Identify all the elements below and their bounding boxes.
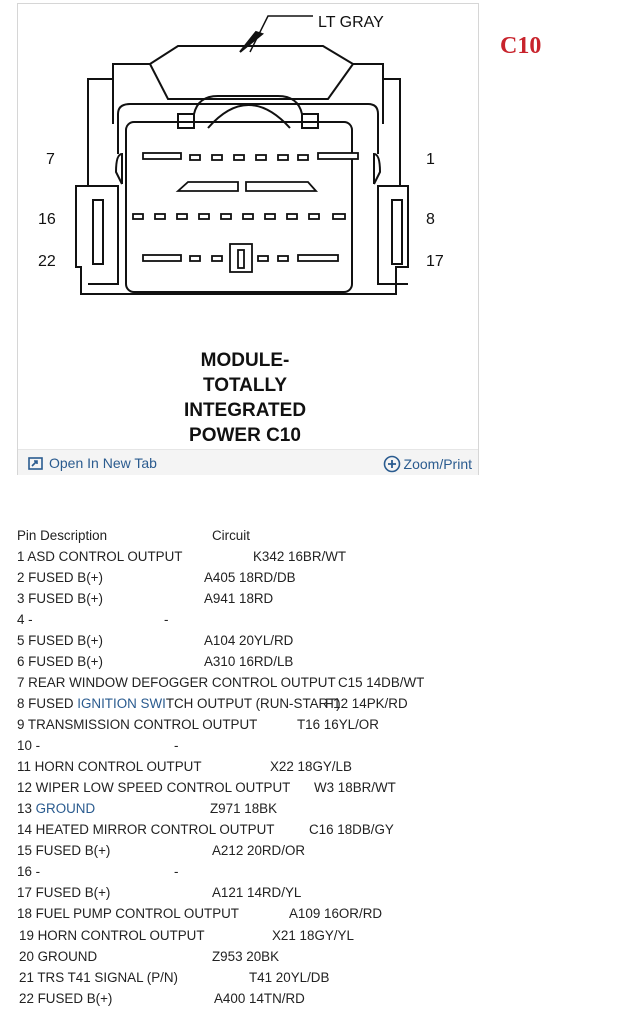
header-circuit: Circuit xyxy=(212,528,250,543)
pin-description-link[interactable]: IGNITION SWI xyxy=(77,696,166,711)
pin-circuit: K342 16BR/WT xyxy=(253,549,347,564)
pin-circuit: A104 20YL/RD xyxy=(204,633,294,648)
module-title-line-4: POWER C10 xyxy=(189,425,301,446)
pin-description-text: 11 HORN CONTROL OUTPUT xyxy=(17,759,202,774)
module-title-line-1: MODULE- xyxy=(200,350,290,371)
pin-label-16: 16 xyxy=(38,211,56,228)
pin-circuit: Z971 18BK xyxy=(210,801,277,816)
pin-description-text: 2 FUSED B(+) xyxy=(17,570,103,585)
pin-description-text: 14 HEATED MIRROR CONTROL OUTPUT xyxy=(17,822,275,837)
pin-description xyxy=(17,695,341,712)
pin-description xyxy=(17,548,182,565)
pin-circuit: A121 14RD/YL xyxy=(212,885,302,900)
pin-description xyxy=(17,632,103,649)
pin-description-text: 6 FUSED B(+) xyxy=(17,654,103,669)
pin-circuit: - xyxy=(164,612,169,627)
pin-circuit: F12 14PK/RD xyxy=(325,696,408,711)
pin-description xyxy=(17,884,110,901)
pin-description-text: 8 FUSED xyxy=(17,696,78,711)
pin-description xyxy=(17,821,274,838)
pin-description-text: 20 GROUND xyxy=(19,949,98,964)
connector-diagram xyxy=(18,4,478,452)
pin-circuit: W3 18BR/WT xyxy=(314,780,396,795)
pin-description xyxy=(17,674,336,691)
zoom-print-label: Zoom/Print xyxy=(403,456,472,472)
connector-color-label: LT GRAY xyxy=(318,14,384,31)
pin-description-link[interactable]: GROUND xyxy=(35,801,96,816)
pin-description-text: 9 TRANSMISSION CONTROL OUTPUT xyxy=(17,717,258,732)
module-title-line-2: TOTALLY xyxy=(202,375,288,396)
pin-description-text: 21 TRS T41 SIGNAL (P/N) xyxy=(19,970,179,985)
pin-circuit: - xyxy=(174,864,179,879)
pin-circuit: A405 18RD/DB xyxy=(204,570,296,585)
connector-figure xyxy=(17,3,479,475)
pin-circuit: A212 20RD/OR xyxy=(212,843,306,858)
pin-circuit: C15 14DB/WT xyxy=(338,675,425,690)
pin-description xyxy=(19,927,205,944)
pin-description xyxy=(17,590,103,607)
module-title xyxy=(184,350,306,446)
pin-circuit: Z953 20BK xyxy=(212,949,279,964)
pin-description xyxy=(19,969,178,986)
pin-circuit: X21 18GY/YL xyxy=(272,928,354,943)
pin-circuit: X22 18GY/LB xyxy=(270,759,352,774)
connector-badge: C10 xyxy=(500,33,542,59)
pin-description xyxy=(17,737,40,754)
pin-description-text: 18 FUEL PUMP CONTROL OUTPUT xyxy=(17,906,239,921)
pin-description-text: 10 - xyxy=(17,738,41,753)
pin-description xyxy=(17,611,33,628)
pin-description-text: 7 REAR WINDOW DEFOGGER CONTROL OUTPUT xyxy=(17,675,336,690)
pin-description xyxy=(17,569,103,586)
pin-description-text: 13 xyxy=(17,801,36,816)
pin-description-text-rest: TCH OUTPUT (RUN-START) xyxy=(165,696,341,711)
pin-description xyxy=(17,779,290,796)
pin-description xyxy=(19,948,97,965)
pin-description xyxy=(17,800,95,817)
module-title-line-3: INTEGRATED xyxy=(183,400,307,421)
pin-description xyxy=(17,863,40,880)
pin-circuit: T41 20YL/DB xyxy=(249,970,330,985)
pin-label-8: 8 xyxy=(426,211,435,228)
open-tab-icon xyxy=(28,457,43,470)
pin-label-1: 1 xyxy=(426,151,435,168)
pin-description xyxy=(17,716,257,733)
pin-description xyxy=(17,842,110,859)
open-in-new-tab-link[interactable] xyxy=(28,455,157,471)
pin-label-22: 22 xyxy=(38,253,56,270)
pin-circuit: A109 16OR/RD xyxy=(289,906,383,921)
pin-description-text: 15 FUSED B(+) xyxy=(17,843,111,858)
open-in-new-tab-label: Open In New Tab xyxy=(49,455,157,471)
pin-circuit: T16 16YL/OR xyxy=(297,717,379,732)
pin-description-text: 5 FUSED B(+) xyxy=(17,633,103,648)
pin-description xyxy=(19,990,112,1007)
pin-description-text: 4 - xyxy=(17,612,33,627)
pin-label-17: 17 xyxy=(426,253,444,270)
pin-description-text: 22 FUSED B(+) xyxy=(19,991,113,1006)
pin-description-text: 1 ASD CONTROL OUTPUT xyxy=(17,549,183,564)
header-pin-description: Pin Description xyxy=(17,528,108,543)
pin-circuit: C16 18DB/GY xyxy=(309,822,394,837)
pin-circuit: A310 16RD/LB xyxy=(204,654,294,669)
zoom-print-link[interactable] xyxy=(383,455,472,473)
pin-description-text: 16 - xyxy=(17,864,41,879)
pin-description xyxy=(17,653,103,670)
pin-description xyxy=(17,905,239,922)
pin-cavities xyxy=(133,153,358,272)
pin-circuit: A941 18RD xyxy=(204,591,274,606)
pin-description-text: 17 FUSED B(+) xyxy=(17,885,111,900)
pin-circuit: - xyxy=(174,738,179,753)
pin-description xyxy=(17,758,202,775)
pin-label-7: 7 xyxy=(46,151,55,168)
pin-description-text: 3 FUSED B(+) xyxy=(17,591,103,606)
pin-description-text: 12 WIPER LOW SPEED CONTROL OUTPUT xyxy=(17,780,291,795)
zoom-plus-icon xyxy=(383,455,401,473)
pin-description-text: 19 HORN CONTROL OUTPUT xyxy=(19,928,205,943)
pin-circuit: A400 14TN/RD xyxy=(214,991,305,1006)
figure-footer xyxy=(18,449,478,475)
